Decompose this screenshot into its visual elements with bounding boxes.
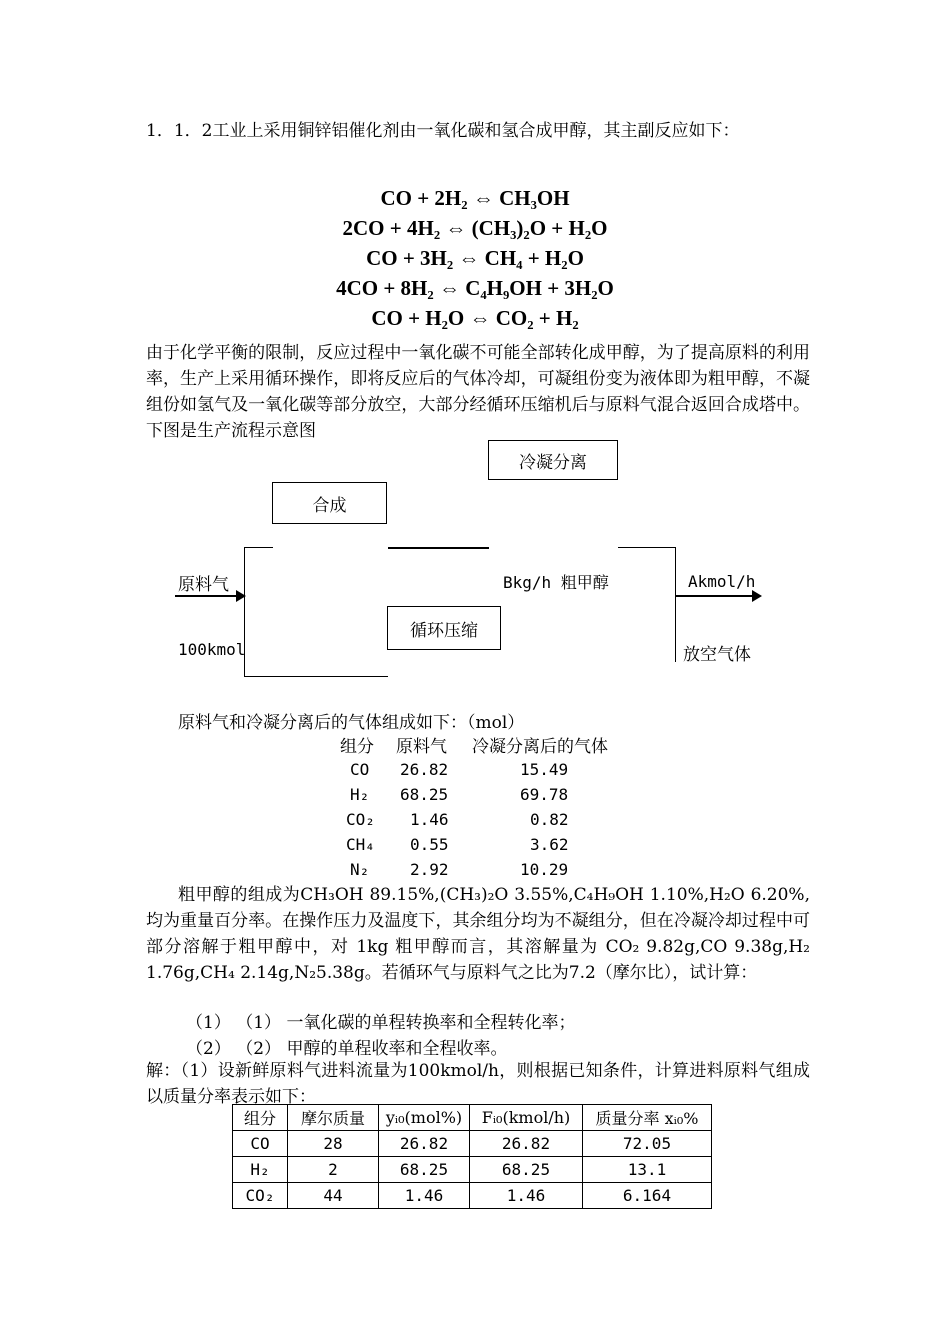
header-mass-fraction: 质量分率 xᵢ₀% xyxy=(583,1105,712,1131)
solution-paragraph: 解：（1）设新鲜原料气进料流量为100kmol/h，则根据已知条件，计算进料原料气组成以质量分率表示如下： xyxy=(146,1061,810,1107)
after-value: 3.62 xyxy=(530,835,569,854)
table-cell: H₂ xyxy=(233,1157,288,1183)
table-row xyxy=(340,857,642,882)
equation-methane: CO + 3H₂ ⇔ CH₄ + H₂O xyxy=(366,246,584,270)
table-cell: 6.164 xyxy=(583,1183,712,1209)
flow-line xyxy=(675,547,676,662)
condense-label: 冷凝分离 xyxy=(519,452,587,473)
table-cell: 2 xyxy=(288,1157,379,1183)
component-cell: H₂ xyxy=(350,785,370,804)
after-value: 0.82 xyxy=(530,810,569,829)
table-row xyxy=(340,832,642,857)
table-cell: 26.82 xyxy=(379,1131,470,1157)
synthesis-label: 合成 xyxy=(312,495,347,516)
crude-methanol-paragraph: 粗甲醇的组成为CH₃OH 89.15%,(CH₃)₂O 3.55%,C₄H₉OH 1.10%,H₂O 6.20%,均为重量百分率。在操作压力及温度下，其余组分均为不凝组分，但在冷凝冷却过程中可部分溶解于粗甲醇中，对 1kg 粗甲醇而言，其溶解量为 CO₂ 9.82g,CO 9.38g,H₂ 1.76g,CH₄ 2.14g,N₂5.38g。若循环气与原料气之比为7.2（摩尔比），试计算： xyxy=(146,885,810,983)
header-flow-rate: Fᵢ₀(kmol/h) xyxy=(470,1105,583,1131)
equation-main: CO + 2H₂ ⇔ CH₃OH xyxy=(380,186,570,210)
table-cell: 26.82 xyxy=(470,1131,583,1157)
header-feed: 原料气 xyxy=(396,737,447,757)
composition-table xyxy=(340,732,642,882)
feed-value: 2.92 xyxy=(410,860,449,879)
feed-label: 原料气 xyxy=(178,575,229,595)
arrow-head-icon xyxy=(752,590,762,602)
compress-label: 循环压缩 xyxy=(410,620,478,641)
intro-paragraph: 由于化学平衡的限制，反应过程中一氧化碳不可能全部转化成甲醇，为了提高原料的利用率，生产上采用循环操作，即将反应后的气体冷却，可凝组份变为液体即为粗甲醇，不凝组份如氢气及一氧化碳等部分放空，大部分经循环压缩机后与原料气混合返回合成塔中。下图是生产流程示意图 xyxy=(146,343,810,441)
mass-fraction-table xyxy=(232,1104,712,1209)
feed-value: 1.46 xyxy=(410,810,449,829)
feed-value: 0.55 xyxy=(410,835,449,854)
condense-separation-box xyxy=(488,440,618,480)
table-cell: 68.25 xyxy=(379,1157,470,1183)
equation-butanol: 4CO + 8H₂ ⇔ C₄H₉OH + 3H₂O xyxy=(336,276,614,300)
table-row xyxy=(340,782,642,807)
feed-arrow-line xyxy=(175,595,239,597)
table-cell: 1.46 xyxy=(470,1183,583,1209)
component-cell: CH₄ xyxy=(346,835,375,854)
flow-line xyxy=(244,547,273,548)
table-cell: 13.1 xyxy=(583,1157,712,1183)
purge-rate-label: Akmol/h xyxy=(688,572,756,591)
feed-value: 26.82 xyxy=(400,760,449,779)
header-after-condense: 冷凝分离后的气体 xyxy=(472,737,608,757)
header-component: 组分 xyxy=(340,737,374,757)
header-component: 组分 xyxy=(233,1105,288,1131)
component-cell: CO xyxy=(350,760,370,779)
table-cell: CO xyxy=(233,1131,288,1157)
table-cell: CO₂ xyxy=(233,1183,288,1209)
header-mole-percent: yᵢ₀(mol%) xyxy=(379,1105,470,1131)
table-header-row xyxy=(233,1105,712,1131)
arrow-head-icon xyxy=(236,590,246,602)
recycle-line xyxy=(244,676,388,677)
table-cell: 28 xyxy=(288,1131,379,1157)
recycle-compress-box xyxy=(387,606,501,650)
question-2: （2） （2） 甲醇的单程收率和全程收率。 xyxy=(186,1039,508,1059)
purge-gas-label: 放空气体 xyxy=(683,645,751,665)
table-row xyxy=(340,807,642,832)
table-row xyxy=(233,1183,712,1209)
table-cell: 1.46 xyxy=(379,1183,470,1209)
table-header-row xyxy=(340,732,642,757)
synthesis-box xyxy=(272,482,387,524)
table-row xyxy=(233,1157,712,1183)
feed-value: 68.25 xyxy=(400,785,449,804)
crude-methanol-label: Bkg/h 粗甲醇 xyxy=(503,573,609,592)
table-cell: 44 xyxy=(288,1183,379,1209)
component-cell: CO₂ xyxy=(346,810,375,829)
table-cell: 68.25 xyxy=(470,1157,583,1183)
after-value: 69.78 xyxy=(520,785,569,804)
flow-line xyxy=(388,547,489,549)
component-cell: N₂ xyxy=(350,860,370,879)
equation-shift: CO + H₂O ⇔ CO₂ + H₂ xyxy=(371,306,579,330)
after-value: 10.29 xyxy=(520,860,569,879)
table-row xyxy=(340,757,642,782)
section-heading: 1．1．2工业上采用铜锌铝催化剂由一氧化碳和氢合成甲醇，其主副反应如下： xyxy=(146,121,740,141)
composition-caption: 原料气和冷凝分离后的气体组成如下：（mol） xyxy=(178,713,525,733)
after-value: 15.49 xyxy=(520,760,569,779)
equation-dimethyl-ether: 2CO + 4H₂ ⇔ (CH₃)₂O + H₂O xyxy=(342,216,608,240)
table-row xyxy=(233,1131,712,1157)
table-cell: 72.05 xyxy=(583,1131,712,1157)
question-1: （1） （1） 一氧化碳的单程转换率和全程转化率； xyxy=(186,1013,576,1033)
header-molar-mass: 摩尔质量 xyxy=(288,1105,379,1131)
purge-arrow-line xyxy=(676,595,754,597)
feed-rate-label: 100kmol xyxy=(178,640,246,659)
flow-line xyxy=(618,547,676,548)
